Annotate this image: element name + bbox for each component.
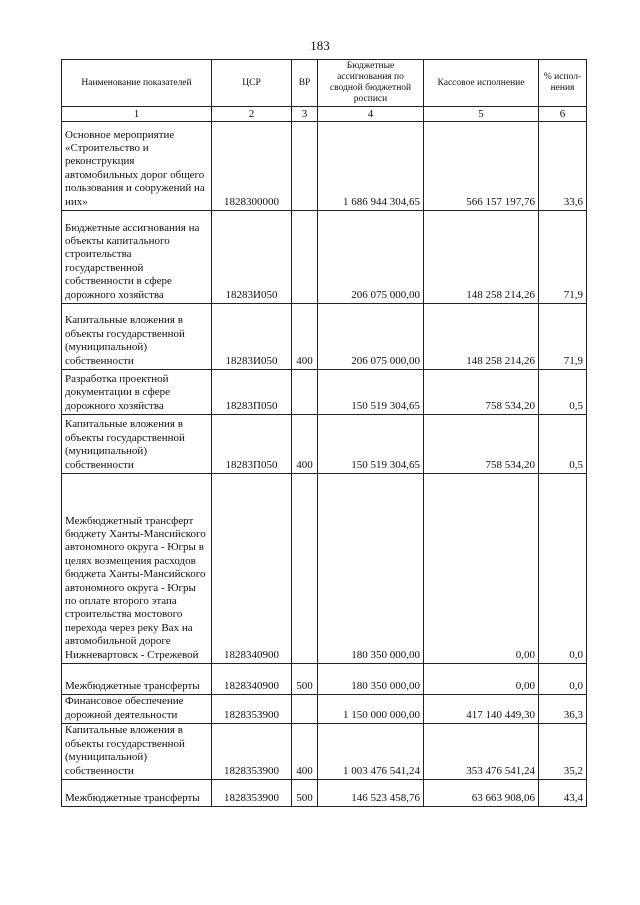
row-name: Капитальные вложения в объекты государственной (муниципальной) собственности — [62, 415, 212, 474]
column-number: 4 — [318, 107, 424, 122]
row-cash: 758 534,20 — [424, 415, 539, 474]
budget-execution-table — [61, 59, 587, 807]
header-vr: ВР — [292, 60, 318, 107]
row-name: Бюджетные ассигнования на объекты капитального строительства государственной собственности в сфере дорожного хозяйства — [62, 211, 212, 304]
header-cash: Кассовое исполнение — [424, 60, 539, 107]
row-vr — [292, 211, 318, 304]
row-budget: 1 686 944 304,65 — [318, 122, 424, 211]
row-name: Капитальные вложения в объекты государственной (муниципальной) собственности — [62, 724, 212, 780]
table-row — [62, 474, 587, 664]
header-csr: ЦСР — [212, 60, 292, 107]
row-cash: 63 663 908,06 — [424, 780, 539, 807]
row-pct: 0,5 — [539, 415, 587, 474]
header-budget: Бюджетные ассигнования по сводной бюджетной росписи — [318, 60, 424, 107]
row-name: Основное мероприятие «Строительство и реконструкция автомобильных дорог общего пользования и сооружений на них» — [62, 122, 212, 211]
header-pct: % испол-нения — [539, 60, 587, 107]
row-budget: 180 350 000,00 — [318, 474, 424, 664]
row-cash: 566 157 197,76 — [424, 122, 539, 211]
row-csr: 18283И050 — [212, 211, 292, 304]
row-csr: 18283П050 — [212, 370, 292, 415]
row-csr: 1828353900 — [212, 780, 292, 807]
row-budget: 146 523 458,76 — [318, 780, 424, 807]
row-vr: 500 — [292, 664, 318, 695]
row-cash: 353 476 541,24 — [424, 724, 539, 780]
row-cash: 0,00 — [424, 664, 539, 695]
row-name: Межбюджетные трансферты — [62, 664, 212, 695]
table-header-row — [62, 60, 587, 107]
row-pct: 0,0 — [539, 474, 587, 664]
row-csr: 1828353900 — [212, 695, 292, 724]
row-name: Межбюджетные трансферты — [62, 780, 212, 807]
column-number: 2 — [212, 107, 292, 122]
table-row — [62, 211, 587, 304]
row-budget: 150 519 304,65 — [318, 370, 424, 415]
row-pct: 36,3 — [539, 695, 587, 724]
row-csr: 1828340900 — [212, 664, 292, 695]
row-cash: 417 140 449,30 — [424, 695, 539, 724]
table-row — [62, 664, 587, 695]
row-vr — [292, 695, 318, 724]
column-number: 5 — [424, 107, 539, 122]
row-pct: 43,4 — [539, 780, 587, 807]
row-name: Разработка проектной документации в сфере дорожного хозяйства — [62, 370, 212, 415]
table-row — [62, 304, 587, 370]
table-row — [62, 724, 587, 780]
table-row — [62, 370, 587, 415]
column-number-row — [62, 107, 587, 122]
row-pct: 35,2 — [539, 724, 587, 780]
row-pct: 33,6 — [539, 122, 587, 211]
row-vr: 400 — [292, 415, 318, 474]
row-vr — [292, 370, 318, 415]
row-name: Капитальные вложения в объекты государственной (муниципальной) собственности — [62, 304, 212, 370]
row-csr: 1828300000 — [212, 122, 292, 211]
row-csr: 18283П050 — [212, 415, 292, 474]
row-budget: 1 150 000 000,00 — [318, 695, 424, 724]
row-cash: 0,00 — [424, 474, 539, 664]
column-number: 6 — [539, 107, 587, 122]
row-cash: 758 534,20 — [424, 370, 539, 415]
row-cash: 148 258 214,26 — [424, 211, 539, 304]
row-budget: 206 075 000,00 — [318, 211, 424, 304]
row-vr: 500 — [292, 780, 318, 807]
page-number: 183 — [310, 38, 330, 53]
row-csr: 18283И050 — [212, 304, 292, 370]
table-row — [62, 780, 587, 807]
row-name: Межбюджетный трансферт бюджету Ханты-Мансийского автономного округа - Югры в целях возмещения расходов бюджета Ханты-Мансийского автономного округа - Югры по оплате второго этапа строительства мостового перехода через реку Вах на автомобильной дороге Нижневартовск - Стрежевой — [62, 474, 212, 664]
column-number: 1 — [62, 107, 212, 122]
table-row — [62, 122, 587, 211]
row-pct: 0,5 — [539, 370, 587, 415]
header-name: Наименование показателей — [62, 60, 212, 107]
row-name: Финансовое обеспечение дорожной деятельности — [62, 695, 212, 724]
row-csr: 1828353900 — [212, 724, 292, 780]
row-pct: 71,9 — [539, 304, 587, 370]
row-vr: 400 — [292, 304, 318, 370]
row-cash: 148 258 214,26 — [424, 304, 539, 370]
row-vr — [292, 122, 318, 211]
row-budget: 150 519 304,65 — [318, 415, 424, 474]
table-row — [62, 415, 587, 474]
row-budget: 180 350 000,00 — [318, 664, 424, 695]
row-vr — [292, 474, 318, 664]
column-number: 3 — [292, 107, 318, 122]
row-pct: 71,9 — [539, 211, 587, 304]
row-budget: 1 003 476 541,24 — [318, 724, 424, 780]
row-csr: 1828340900 — [212, 474, 292, 664]
row-pct: 0,0 — [539, 664, 587, 695]
row-vr: 400 — [292, 724, 318, 780]
table-row — [62, 695, 587, 724]
row-budget: 206 075 000,00 — [318, 304, 424, 370]
